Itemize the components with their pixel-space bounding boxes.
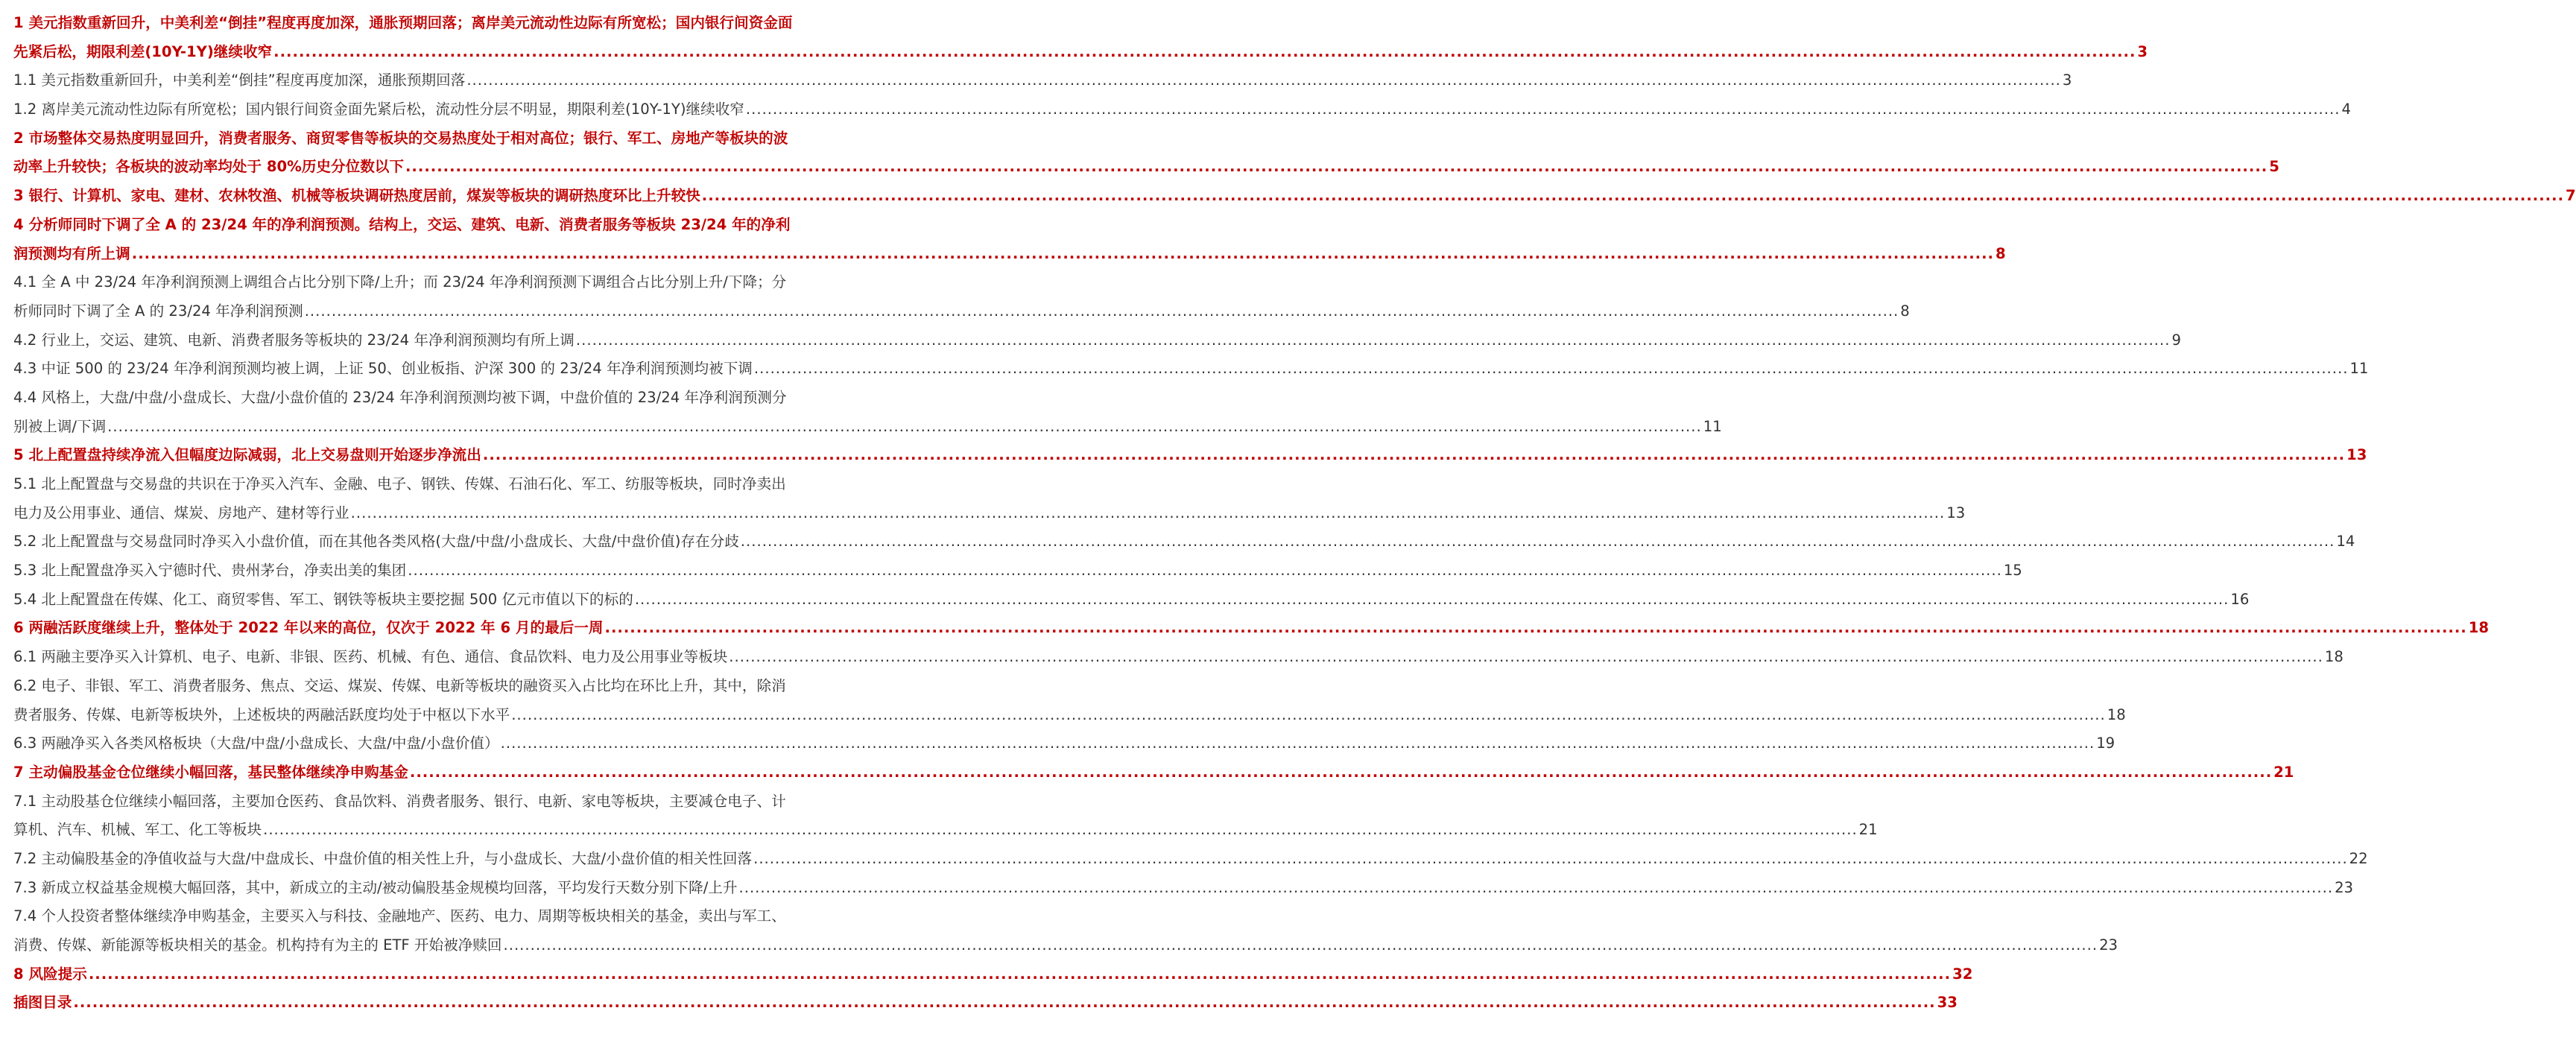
dot-leader bbox=[605, 614, 2467, 643]
toc-entry-level2[interactable] bbox=[13, 268, 1910, 326]
toc-entry-last-line bbox=[13, 66, 2072, 95]
dot-leader bbox=[305, 297, 1899, 326]
toc-entry-text: 消费、传媒、新能源等板块相关的基金。机构持有为主的 ETF 开始被净赎回 bbox=[13, 936, 502, 954]
toc-entry-last-line bbox=[13, 816, 1878, 845]
toc-entry-level2[interactable] bbox=[13, 874, 2354, 903]
toc-entry-text: 1.2 离岸美元流动性边际有所宽松；国内银行间资金面先紧后松，流动性分层不明显，期限利差(10Y-1Y)继续收窄 bbox=[13, 101, 744, 118]
toc-entry-level1[interactable] bbox=[13, 441, 2367, 470]
toc-entry-text-line: 7.1 主动股基仓位继续小幅回落，主要加仓医药、食品饮料、消费者服务、银行、电新、家电等板块，主要减仓电子、计 bbox=[13, 792, 786, 810]
toc-entry-text: 5.4 北上配置盘在传媒、化工、商贸零售、军工、钢铁等板块主要挖掘 500 亿元市值以下的标的 bbox=[13, 590, 633, 608]
toc-page-number[interactable]: 18 bbox=[2107, 705, 2126, 723]
toc-page-number[interactable]: 3 bbox=[2062, 72, 2072, 89]
toc-entry-text: 析师同时下调了全 A 的 23/24 年净利润预测 bbox=[13, 302, 303, 320]
toc-entry-last-line bbox=[13, 556, 2022, 586]
toc-entry-last-line bbox=[13, 527, 2355, 556]
toc-entry-text-line: 6.2 电子、非银、军工、消费者服务、焦点、交运、煤炭、传媒、电新等板块的融资买入占比均在环比上升，其中，除消 bbox=[13, 676, 786, 694]
dot-leader bbox=[351, 499, 1946, 528]
toc-page-number[interactable]: 18 bbox=[2324, 648, 2344, 666]
dot-leader bbox=[107, 413, 1702, 442]
toc-entry-text: 算机、汽车、机械、军工、化工等板块 bbox=[13, 821, 262, 839]
toc-entry-last-line bbox=[13, 701, 2126, 730]
toc-entry-last-line bbox=[13, 989, 1958, 1018]
dot-leader bbox=[635, 586, 2230, 615]
toc-entry-text: 5 北上配置盘持续净流入但幅度边际减弱，北上交易盘则开始逐步净流出 bbox=[13, 446, 481, 464]
toc-entry-text: 5.2 北上配置盘与交易盘同时净买入小盘价值，而在其他各类风格(大盘/中盘/小盘成长、大盘/中盘价值)存在分歧 bbox=[13, 533, 739, 551]
toc-entry-text: 先紧后松，期限利差(10Y-1Y)继续收窄 bbox=[13, 42, 273, 60]
toc-entry-last-line bbox=[13, 441, 2367, 470]
dot-leader bbox=[273, 38, 2136, 67]
toc-page-number[interactable]: 11 bbox=[1703, 417, 1722, 435]
toc-entry-last-line bbox=[13, 95, 2351, 124]
toc-entry-text: 3 银行、计算机、家电、建材、农林牧渔、机械等板块调研热度居前，煤炭等板块的调研热度环比上升较快 bbox=[13, 187, 700, 205]
dot-leader bbox=[501, 729, 2095, 758]
toc-page-number[interactable]: 13 bbox=[2346, 446, 2367, 464]
toc-entry-text: 7 主动偏股基金仓位继续小幅回落，基民整体继续净申购基金 bbox=[13, 763, 408, 781]
toc-entry-text: 7.2 主动偏股基金的净值收益与大盘/中盘成长、中盘价值的相关性上升，与小盘成长、大盘/小盘价值的相关性回落 bbox=[13, 849, 753, 867]
dot-leader bbox=[702, 182, 2564, 211]
toc-entry-text: 动率上升较快；各板块的波动率均处于 80%历史分位数以下 bbox=[13, 158, 404, 176]
toc-entry-level2[interactable] bbox=[13, 95, 2351, 124]
dot-leader bbox=[483, 441, 2345, 470]
dot-leader bbox=[73, 989, 1935, 1018]
toc-entry-text-line: 2 市场整体交易热度明显回升，消费者服务、商贸零售等板块的交易热度处于相对高位；银行、军工、房地产等板块的波 bbox=[13, 129, 788, 147]
toc-entry-text: 6.1 两融主要净买入计算机、电子、电新、非银、医药、机械、有色、通信、食品饮料、电力及公用事业等板块 bbox=[13, 648, 728, 666]
toc-entry-text: 6.3 两融净买入各类风格板块（大盘/中盘/小盘成长、大盘/中盘/小盘价值） bbox=[13, 735, 499, 752]
toc-entry-level1[interactable] bbox=[13, 960, 1973, 989]
toc-entry-last-line bbox=[13, 845, 2368, 874]
toc-entry-last-line bbox=[13, 729, 2115, 758]
dot-leader bbox=[408, 556, 2002, 586]
toc-entry-last-line bbox=[13, 153, 2279, 182]
dot-leader bbox=[89, 960, 1951, 989]
dot-leader bbox=[729, 643, 2323, 672]
toc-entry-level2[interactable] bbox=[13, 845, 2368, 874]
toc-entry-last-line bbox=[13, 38, 2148, 67]
toc-entry-last-line bbox=[13, 355, 2369, 384]
toc-entry-last-line bbox=[13, 960, 1973, 989]
toc-entry-text-line: 7.4 个人投资者整体继续净申购基金，主要买入与科技、金融地产、医药、电力、周期等板块相关的基金，卖出与军工、 bbox=[13, 907, 786, 925]
toc-entry-level2[interactable] bbox=[13, 66, 2072, 95]
toc-entry-text-line: 4 分析师同时下调了全 A 的 23/24 年的净利润预测。结构上，交运、建筑、电新、消费者服务等板块 23/24 年的净利 bbox=[13, 215, 791, 233]
toc-entry-last-line bbox=[13, 499, 1966, 528]
toc-page-number[interactable]: 3 bbox=[2137, 42, 2148, 60]
dot-leader bbox=[739, 874, 2334, 903]
toc-entry-last-line bbox=[13, 758, 2294, 787]
toc-entry-level2[interactable] bbox=[13, 902, 2118, 960]
toc-entry-text: 8 风险提示 bbox=[13, 965, 87, 983]
toc-entry-level2[interactable] bbox=[13, 527, 2355, 556]
toc-page-number[interactable]: 16 bbox=[2230, 590, 2250, 608]
table-of-contents bbox=[13, 9, 2576, 1018]
toc-entry-last-line bbox=[13, 413, 1722, 442]
toc-entry-level1[interactable] bbox=[13, 182, 2576, 211]
toc-entry-text: 别被上调/下调 bbox=[13, 417, 107, 435]
toc-entry-level2[interactable] bbox=[13, 787, 1878, 845]
toc-page-number[interactable]: 5 bbox=[2269, 158, 2279, 176]
toc-entry-level2[interactable] bbox=[13, 470, 1966, 527]
toc-entry-last-line bbox=[13, 326, 2181, 355]
toc-entry-level2[interactable] bbox=[13, 729, 2115, 758]
dot-leader bbox=[754, 355, 2349, 384]
toc-page-number[interactable]: 8 bbox=[1995, 244, 2006, 262]
toc-page-number[interactable]: 11 bbox=[2349, 360, 2369, 378]
toc-entry-text-line: 1 美元指数重新回升，中美利差“倒挂”程度再度加深，通胀预期回落；离岸美元流动性边际有所宽松；国内银行间资金面 bbox=[13, 14, 793, 31]
toc-entry-last-line bbox=[13, 874, 2354, 903]
toc-page-number[interactable]: 14 bbox=[2336, 533, 2355, 551]
toc-page-number[interactable]: 22 bbox=[2349, 849, 2368, 867]
toc-page-number[interactable]: 33 bbox=[1937, 994, 1958, 1012]
toc-entry-text: 4.3 中证 500 的 23/24 年净利润预测均被上调，上证 50、创业板指、沪深 300 的 23/24 年净利润预测均被下调 bbox=[13, 360, 753, 378]
toc-entry-last-line bbox=[13, 182, 2576, 211]
toc-page-number[interactable]: 15 bbox=[2003, 562, 2022, 580]
dot-leader bbox=[410, 758, 2272, 787]
dot-leader bbox=[576, 326, 2171, 355]
toc-entry-level2[interactable] bbox=[13, 672, 2126, 729]
toc-entry-last-line bbox=[13, 240, 2006, 269]
toc-entry-text-line: 5.1 北上配置盘与交易盘的共识在于净买入汽车、金融、电子、钢铁、传媒、石油石化、军工、纺服等板块，同时净卖出 bbox=[13, 475, 786, 492]
toc-page-number[interactable]: 9 bbox=[2171, 331, 2181, 349]
toc-entry-text: 润预测均有所上调 bbox=[13, 244, 130, 262]
toc-page-number[interactable]: 7 bbox=[2566, 187, 2576, 205]
toc-entry-text: 插图目录 bbox=[13, 994, 72, 1012]
toc-page-number[interactable]: 23 bbox=[2335, 878, 2354, 896]
toc-entry-last-line bbox=[13, 614, 2490, 643]
toc-entry-text-line: 4.4 风格上，大盘/中盘/小盘成长、大盘/小盘价值的 23/24 年净利润预测均被下调，中盘价值的 23/24 年净利润预测分 bbox=[13, 388, 787, 406]
toc-page-number[interactable]: 23 bbox=[2099, 936, 2118, 954]
dot-leader bbox=[511, 701, 2106, 730]
toc-entry-text: 费者服务、传媒、电新等板块外，上述板块的两融活跃度均处于中枢以下水平 bbox=[13, 705, 510, 723]
toc-entry-text: 4.2 行业上，交运、建筑、电新、消费者服务等板块的 23/24 年净利润预测均有所上调 bbox=[13, 331, 575, 349]
toc-entry-level2[interactable] bbox=[13, 586, 2250, 615]
dot-leader bbox=[741, 527, 2335, 556]
toc-page-number[interactable]: 18 bbox=[2468, 619, 2490, 637]
dot-leader bbox=[503, 931, 2098, 960]
toc-page-number[interactable]: 8 bbox=[1900, 302, 1910, 320]
toc-entry-level1[interactable] bbox=[13, 9, 2148, 66]
toc-entry-text: 6 两融活跃度继续上升，整体处于 2022 年以来的高位，仅次于 2022 年 6 月的最后一周 bbox=[13, 619, 604, 637]
toc-entry-level1[interactable] bbox=[13, 211, 2006, 268]
toc-entry-level2[interactable] bbox=[13, 326, 2181, 355]
toc-entry-text: 1.1 美元指数重新回升，中美利差“倒挂”程度再度加深，通胀预期回落 bbox=[13, 72, 466, 89]
dot-leader bbox=[132, 240, 1994, 269]
toc-entry-last-line bbox=[13, 297, 1910, 326]
dot-leader bbox=[753, 845, 2348, 874]
dot-leader bbox=[263, 816, 1858, 845]
toc-entry-level1[interactable] bbox=[13, 758, 2294, 787]
toc-entry-level1[interactable] bbox=[13, 124, 2279, 182]
toc-entry-level1[interactable] bbox=[13, 614, 2490, 643]
toc-page-number[interactable]: 19 bbox=[2096, 735, 2115, 752]
toc-entry-text: 电力及公用事业、通信、煤炭、房地产、建材等行业 bbox=[13, 504, 349, 521]
toc-entry-level2[interactable] bbox=[13, 384, 1722, 441]
toc-entry-level1[interactable] bbox=[13, 989, 1958, 1018]
toc-entry-text: 7.3 新成立权益基金规模大幅回落，其中，新成立的主动/被动偏股基金规模均回落，平均发行天数分别下降/上升 bbox=[13, 878, 738, 896]
toc-entry-last-line bbox=[13, 931, 2118, 960]
toc-entry-level2[interactable] bbox=[13, 556, 2022, 586]
toc-entry-last-line bbox=[13, 643, 2344, 672]
toc-page-number[interactable]: 21 bbox=[1858, 821, 1878, 839]
toc-entry-last-line bbox=[13, 586, 2250, 615]
toc-entry-level2[interactable] bbox=[13, 355, 2369, 384]
toc-page-number[interactable]: 13 bbox=[1946, 504, 1966, 521]
toc-entry-text: 5.3 北上配置盘净买入宁德时代、贵州茅台，净卖出美的集团 bbox=[13, 562, 407, 580]
toc-entry-text-line: 4.1 全 A 中 23/24 年净利润预测上调组合占比分别下降/上升；而 23/24 年净利润预测下调组合占比分别上升/下降；分 bbox=[13, 273, 787, 291]
toc-entry-level2[interactable] bbox=[13, 643, 2344, 672]
dot-leader bbox=[466, 66, 2061, 95]
dot-leader bbox=[746, 95, 2341, 124]
toc-page-number[interactable]: 21 bbox=[2273, 763, 2294, 781]
toc-page-number[interactable]: 32 bbox=[1952, 965, 1973, 983]
toc-page-number[interactable]: 4 bbox=[2341, 101, 2351, 118]
dot-leader bbox=[405, 153, 2268, 182]
